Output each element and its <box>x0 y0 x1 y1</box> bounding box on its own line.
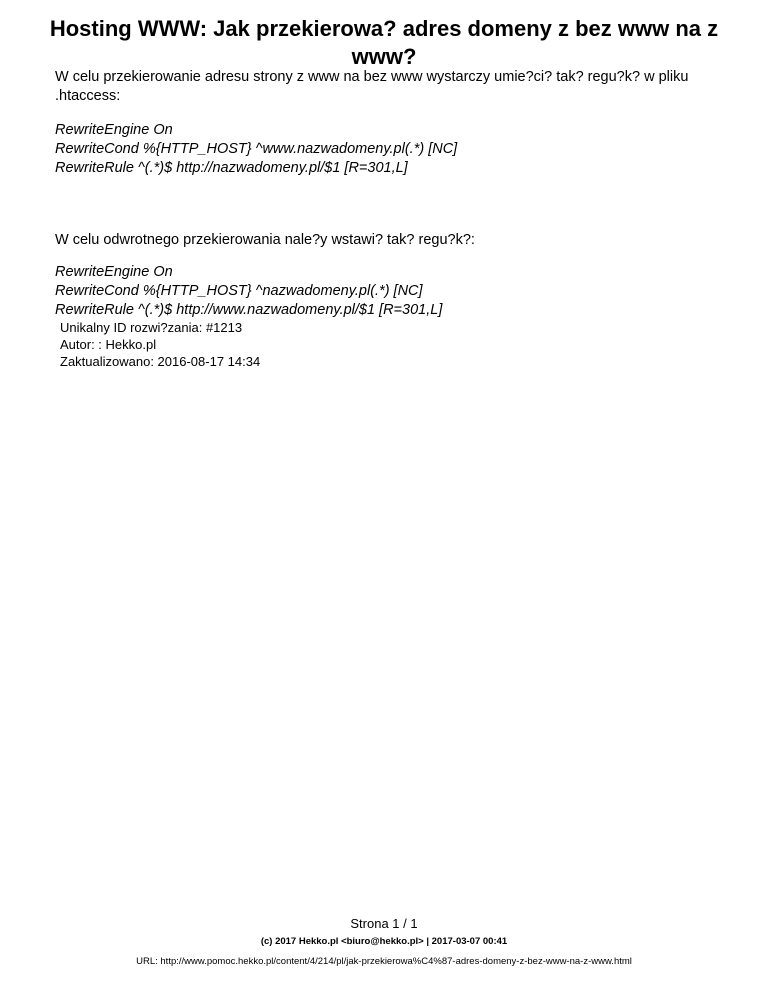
footer-copyright: (c) 2017 Hekko.pl <biuro@hekko.pl> | 2017-03-07 00:41 <box>260 936 508 947</box>
page-title: Hosting WWW: Jak przekierowa? adres domeny z bez www na z www? <box>49 16 719 69</box>
code-block-remove-www <box>55 121 725 178</box>
author: Autor: : Hekko.pl <box>60 337 157 352</box>
article-meta <box>60 319 260 370</box>
code-line: RewriteCond %{HTTP_HOST} ^www.nazwadomeny.pl(.*) [NC] <box>55 141 458 157</box>
page-number: Strona 1 / 1 <box>350 916 418 931</box>
code-line: RewriteCond %{HTTP_HOST} ^nazwadomeny.pl(.*) [NC] <box>55 283 423 299</box>
code-line: RewriteRule ^(.*)$ http://nazwadomeny.pl/$1 [R=301,L] <box>55 160 408 176</box>
second-paragraph: W celu odwrotnego przekierowania nale?y wstawi? tak? regu?k?: <box>55 232 475 248</box>
intro-paragraph: W celu przekierowanie adresu strony z www na bez www wystarczy umie?ci? tak? regu?k? w pliku .htaccess: <box>55 69 689 104</box>
code-block-add-www <box>55 263 725 320</box>
code-line: RewriteRule ^(.*)$ http://www.nazwadomeny.pl/$1 [R=301,L] <box>55 302 443 318</box>
code-line: RewriteEngine On <box>55 264 173 280</box>
solution-id: Unikalny ID rozwi?zania: #1213 <box>60 320 243 335</box>
updated-date: Zaktualizowano: 2016-08-17 14:34 <box>60 354 261 369</box>
code-line: RewriteEngine On <box>55 122 173 138</box>
footer-url: URL: http://www.pomoc.hekko.pl/content/4/214/pl/jak-przekierowa%C4%87-adres-domeny-z-bez-www-na-z-www.html <box>136 956 632 967</box>
